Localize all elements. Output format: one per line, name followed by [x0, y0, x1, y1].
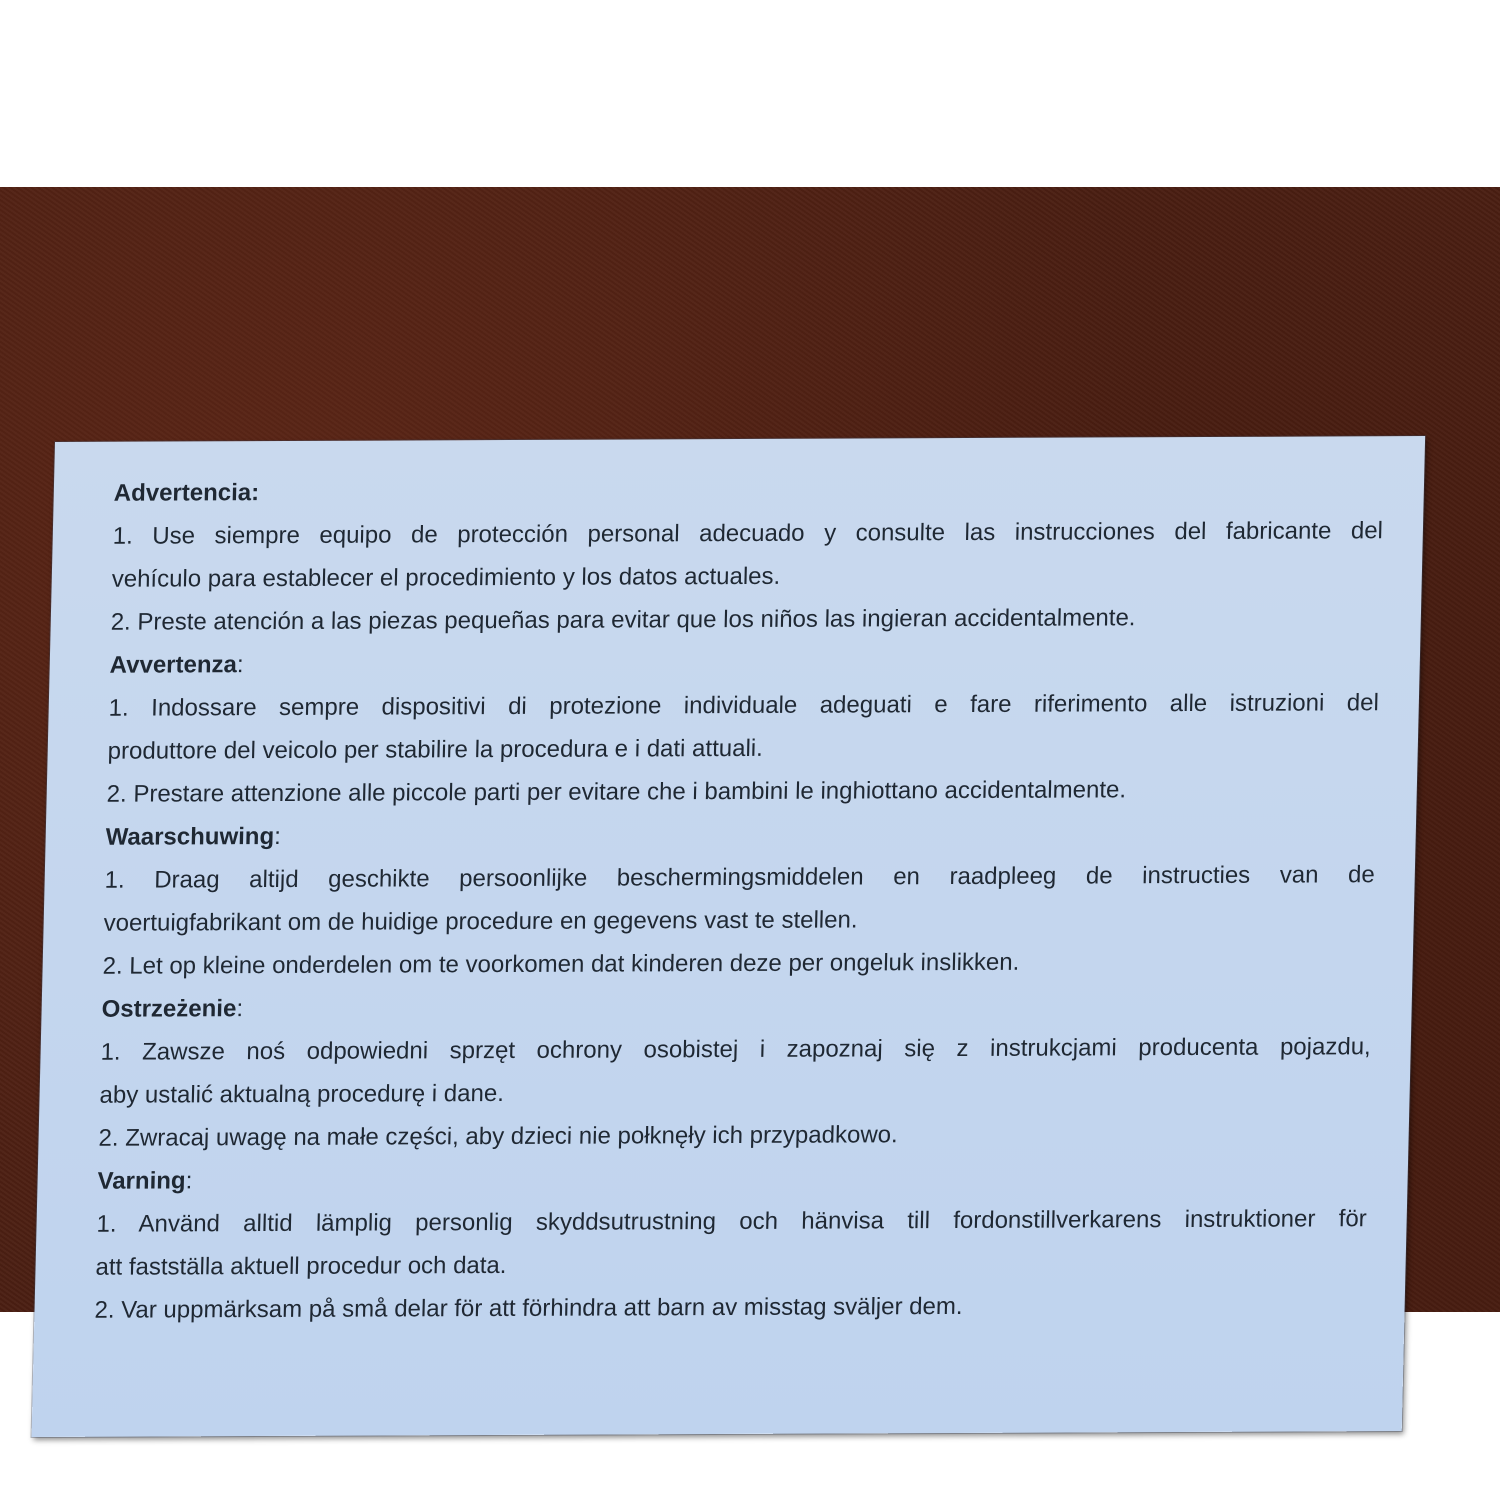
polish-item-1-line-2: aby ustalić aktualną procedurę i dane.: [99, 1079, 505, 1109]
dutch-item-2: 2. Let op kleine onderdelen om te voorkomen dat kinderen deze per ongeluk inslikken.: [102, 948, 1020, 980]
dutch-item-1-line-2: voertuigfabrikant om de huidige procedure en gegevens vast te stellen.: [103, 906, 858, 937]
leather-background: [0, 187, 1500, 1324]
heading-text: Waarschuwing: [105, 822, 275, 851]
spanish-item-1-line-2: vehículo para establecer el procedimiento y los datos actuales.: [111, 562, 781, 593]
italian-item-1-line-1: 1. Indossare sempre dispositivi di protezione individuale adeguati e fare riferimento alle istruzioni del: [108, 689, 1380, 722]
heading-colon: :: [236, 651, 244, 679]
swedish-item-1-line-2: att fastställa aktuell procedur och data.: [95, 1251, 507, 1281]
swedish-item-2: 2. Var uppmärksam på små delar för att förhindra att barn av misstag sväljer dem.: [94, 1292, 963, 1324]
italian-item-1-line-2: produttore del veicolo per stabilire la procedura e i dati attuali.: [107, 734, 764, 765]
heading-polish: [101, 982, 1372, 1031]
heading-text: Ostrzeżenie: [101, 995, 237, 1023]
swedish-item-1-line-1: 1. Använd alltid lämplig personlig skyddsutrustning och hänvisa till fordonstillverkarens instruktioner för: [96, 1205, 1368, 1238]
italian-item-2: 2. Prestare attenzione alle piccole parti per evitare che i bambini le inghiottano accidentalmente.: [106, 776, 1127, 808]
heading-colon: :: [273, 822, 282, 850]
heading-dutch: [105, 810, 1376, 859]
spanish-item-2: 2. Preste atención a las piezas pequeñas para evitar que los niños las ingieran accidentalmente.: [110, 604, 1136, 636]
heading-swedish: [97, 1154, 1368, 1203]
heading-text: Avvertenza: [109, 651, 238, 679]
heading-colon: :: [236, 995, 244, 1023]
heading-text: Varning: [97, 1167, 186, 1195]
heading-text: Advertencia:: [113, 479, 260, 507]
polish-item-2: 2. Zwracaj uwagę na małe części, aby dzieci nie połknęły ich przypadkowo.: [98, 1121, 899, 1152]
dutch-item-1-line-1: 1. Draag altijd geschikte persoonlijke beschermingsmiddelen en raadpleeg de instructies van de: [104, 861, 1376, 894]
heading-italian: [109, 638, 1380, 687]
spanish-item-1-line-1: 1. Use siempre equipo de protección personal adecuado y consulte las instrucciones del fabricante del: [112, 517, 1384, 550]
heading-colon: :: [185, 1167, 193, 1195]
polish-item-1-line-1: 1. Zawsze noś odpowiedni sprzęt ochrony osobistej i zapoznaj się z instrukcjami producenta pojazdu,: [100, 1033, 1372, 1066]
warning-text-block: [94, 466, 1384, 1332]
warning-card: [32, 436, 1426, 1437]
heading-spanish: [113, 466, 1384, 515]
